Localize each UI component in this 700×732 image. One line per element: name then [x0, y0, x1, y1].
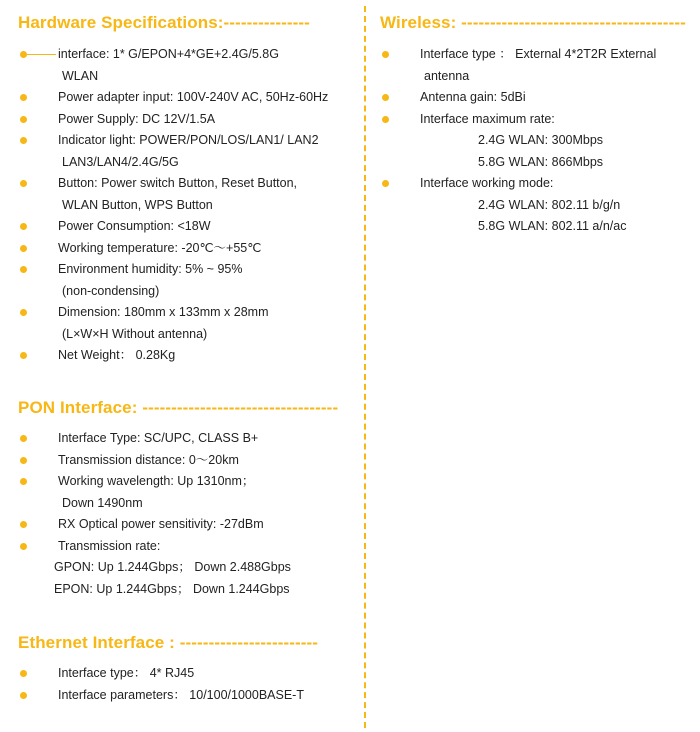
hardware-heading: Hardware Specifications:---------------	[18, 13, 310, 32]
spec-text: Transmission rate:	[58, 538, 161, 553]
spec-item	[18, 238, 358, 260]
spec-subitem: GPON: Up 1.244Gbps； Down 2.488Gbps	[54, 560, 291, 574]
spec-item	[18, 302, 358, 345]
spec-subitem: 2.4G WLAN: 802.11 b/g/n	[478, 197, 621, 212]
pon-heading: PON Interface: ----------------------------------	[18, 398, 339, 417]
spec-item	[18, 173, 358, 216]
spec-text: Working temperature: -20℃～+55℃	[58, 240, 262, 255]
hardware-list	[18, 44, 358, 367]
bullet-icon	[20, 543, 27, 550]
bullet-icon	[20, 266, 27, 273]
spec-item	[18, 428, 358, 450]
spec-text-continued: Down 1490nm	[62, 495, 143, 510]
bullet-icon	[20, 180, 27, 187]
spec-item	[18, 130, 358, 173]
spec-text: interface: 1* G/EPON+4*GE+2.4G/5.8G	[58, 47, 279, 61]
ethernet-list	[18, 663, 358, 706]
column-divider	[364, 6, 366, 728]
spec-text-continued: WLAN Button, WPS Button	[62, 197, 213, 212]
spec-item	[18, 514, 358, 536]
spec-text: Environment humidity: 5% ~ 95%	[58, 262, 243, 276]
spec-text: Indicator light: POWER/PON/LOS/LAN1/ LAN2	[58, 133, 319, 147]
spec-item	[18, 345, 358, 367]
bullet-icon	[20, 309, 27, 316]
spec-item	[18, 44, 358, 87]
bullet-icon	[20, 478, 27, 485]
spec-text-continued: LAN3/LAN4/2.4G/5G	[62, 154, 179, 169]
spec-item	[380, 44, 685, 87]
spec-text-continued: (non-condensing)	[62, 283, 160, 298]
spec-subitem: 5.8G WLAN: 866Mbps	[478, 154, 604, 169]
bullet-icon	[382, 94, 389, 101]
spec-text-continued: antenna	[424, 68, 470, 83]
spec-item	[18, 216, 358, 238]
spec-subitem: EPON: Up 1.244Gbps； Down 1.244Gbps	[54, 581, 290, 596]
bullet-icon	[20, 51, 27, 58]
spec-item	[380, 109, 685, 174]
spec-item	[18, 109, 358, 131]
leader-line	[27, 54, 56, 55]
bullet-icon	[20, 457, 27, 464]
spec-item	[18, 450, 358, 472]
spec-text: Net Weight： 0.28Kg	[58, 348, 176, 362]
spec-text: Power adapter input: 100V-240V AC, 50Hz-60Hz	[58, 90, 329, 104]
ethernet-heading: Ethernet Interface : ------------------------	[18, 633, 319, 652]
bullet-icon	[20, 223, 27, 230]
bullet-icon	[20, 137, 27, 144]
spec-text-continued: WLAN	[62, 68, 99, 83]
spec-text: Interface type： 4* RJ45	[58, 666, 195, 680]
spec-item	[18, 87, 358, 109]
bullet-icon	[20, 245, 27, 252]
bullet-icon	[20, 692, 27, 699]
bullet-icon	[20, 352, 27, 359]
spec-text: Interface parameters： 10/100/1000BASE-T	[58, 687, 304, 702]
spec-text-continued: (L×W×H Without antenna)	[62, 326, 208, 341]
bullet-icon	[20, 670, 27, 677]
spec-text: Antenna gain: 5dBi	[420, 90, 526, 104]
spec-text: Interface maximum rate:	[420, 111, 555, 126]
spec-text: Button: Power switch Button, Reset Button,	[58, 176, 298, 190]
wireless-heading: Wireless: ---------------------------------------	[380, 13, 686, 32]
spec-text: Working wavelength: Up 1310nm；	[58, 474, 255, 488]
pon-list	[18, 428, 358, 600]
spec-text: Power Supply: DC 12V/1.5A	[58, 111, 216, 126]
spec-item	[380, 173, 685, 238]
spec-item	[18, 259, 358, 302]
wireless-list	[380, 44, 685, 238]
bullet-icon	[20, 116, 27, 123]
spec-item	[18, 471, 358, 514]
spec-text: Interface working mode:	[420, 176, 554, 190]
spec-text: Interface type ： External 4*2T2R External	[420, 47, 657, 61]
bullet-icon	[20, 521, 27, 528]
spec-text: RX Optical power sensitivity: -27dBm	[58, 517, 264, 531]
spec-text: Power Consumption: <18W	[58, 219, 211, 233]
spec-text: Dimension: 180mm x 133mm x 28mm	[58, 305, 269, 319]
spec-item	[380, 87, 685, 109]
spec-item	[18, 663, 358, 685]
bullet-icon	[382, 116, 389, 123]
spec-subitem: 2.4G WLAN: 300Mbps	[478, 133, 604, 147]
spec-subitem: 5.8G WLAN: 802.11 a/n/ac	[478, 219, 627, 233]
spec-item	[18, 685, 358, 707]
bullet-icon	[20, 435, 27, 442]
spec-text: Transmission distance: 0～20km	[58, 452, 239, 467]
bullet-icon	[382, 180, 389, 187]
bullet-icon	[382, 51, 389, 58]
bullet-icon	[20, 94, 27, 101]
spec-text: Interface Type: SC/UPC, CLASS B+	[58, 431, 259, 445]
spec-item	[18, 536, 358, 601]
